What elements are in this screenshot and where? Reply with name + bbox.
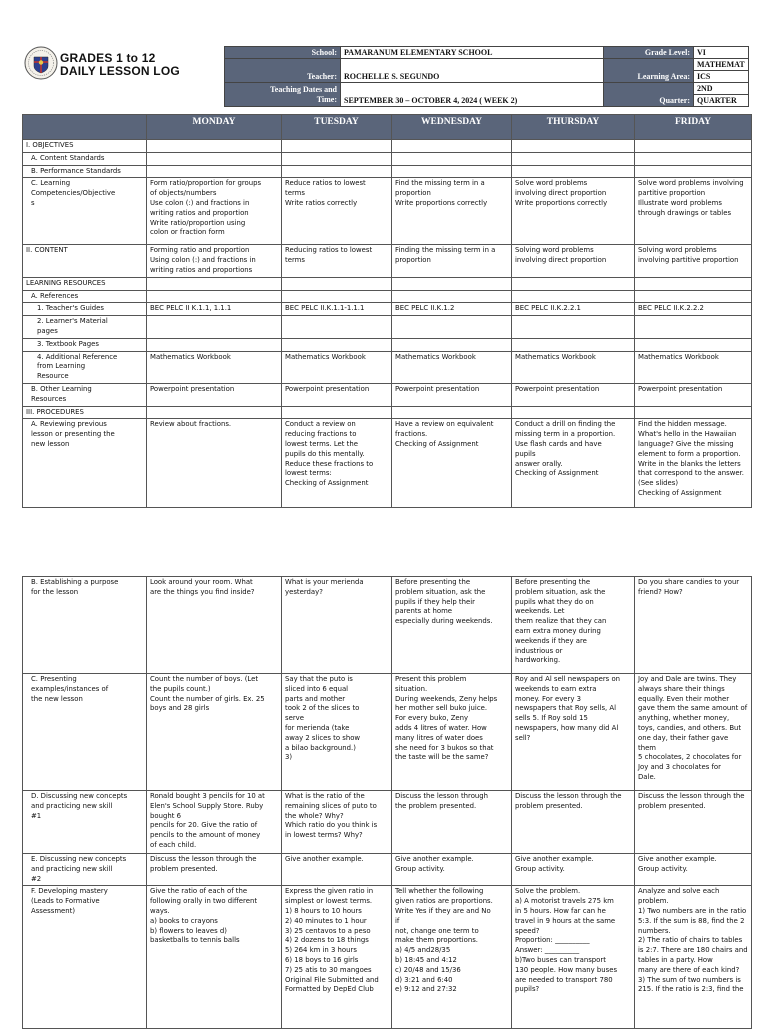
learning-area-line-2: ICS [694, 71, 749, 83]
discussing1-tuesday: What is the ratio of the remaining slices of puto to the whole? Why? Which ratio do you think is in lowest terms? Why? [282, 791, 392, 854]
addref-wednesday: Mathematics Workbook [392, 351, 512, 383]
discussing2-monday: Discuss the lesson through the problem presented. [147, 854, 282, 886]
addref-tuesday: Mathematics Workbook [282, 351, 392, 383]
addref-friday: Mathematics Workbook [635, 351, 752, 383]
discussing1-thursday: Discuss the lesson through the problem presented. [512, 791, 635, 854]
deped-seal-logo [24, 46, 58, 80]
table-cell [512, 165, 635, 178]
competency-tuesday: Reduce ratios to lowest terms Write ratios correctly [282, 178, 392, 245]
table-cell [282, 406, 392, 419]
teacher-value: ROCHELLE S. SEGUNDO [341, 59, 604, 83]
developing-wednesday: Tell whether the following given ratios are proportions. Write Yes if they are and No if not, change one term to make them proportions. a) 4/5 and28/35 b) 18:45 and 4:12 c) 20/48 and 15/36 d) 3:21 and 6:40 e) 9:12 and 27:32 [392, 886, 512, 1029]
tg-tuesday: BEC PELC II.K.1.1-1.1.1 [282, 303, 392, 316]
establishing-monday: Look around your room. What are the things you find inside? [147, 577, 282, 674]
table-cell [282, 290, 392, 303]
addref-thursday: Mathematics Workbook [512, 351, 635, 383]
teaching-dates-label-2: Time: [316, 94, 337, 104]
grade-level-label: Grade Level: [604, 47, 694, 59]
teaching-dates-label [225, 83, 341, 107]
table-cell [512, 277, 635, 290]
table-cell [512, 338, 635, 351]
table-cell [392, 290, 512, 303]
table-cell [282, 338, 392, 351]
teachers-guides-label: 1. Teacher's Guides [23, 303, 147, 316]
competency-wednesday: Find the missing term in a proportion Write proportions correctly [392, 178, 512, 245]
content-tuesday: Reducing ratios to lowest terms [282, 245, 392, 277]
table-cell [392, 277, 512, 290]
day-header-friday: FRIDAY [635, 115, 752, 140]
lesson-log-table-page-1 [22, 114, 752, 508]
learning-competencies-label: C. Learning Competencies/Objective s [23, 178, 147, 245]
presenting-row [23, 674, 752, 791]
developing-thursday: Solve the problem. a) A motorist travels 275 km in 5 hours. How far can he travel in 9 hours at the same speed? Proportion: __________ Answer: __________ b)Two buses can transport 130 people. How many buses are needed to transport 780 pupils? [512, 886, 635, 1029]
tg-wednesday: BEC PELC II.K.1.2 [392, 303, 512, 316]
title-line-2: DAILY LESSON LOG [60, 64, 180, 78]
table-cell [392, 316, 512, 339]
performance-standards-label: B. Performance Standards [23, 165, 147, 178]
table-cell [147, 277, 282, 290]
discussing2-label: E. Discussing new concepts and practicing new skill #2 [23, 854, 147, 886]
table-cell [512, 290, 635, 303]
content-row [23, 245, 752, 277]
table-cell [635, 406, 752, 419]
other-wednesday: Powerpoint presentation [392, 383, 512, 406]
table-cell [282, 277, 392, 290]
content-wednesday: Finding the missing term in a proportion [392, 245, 512, 277]
presenting-thursday: Roy and Al sell newspapers on weekends to earn extra money. For every 3 newspapers that Roy sells, Al sells 5. If Roy sold 15 newspapers, how many did Al sell? [512, 674, 635, 791]
textbook-pages-label: 3. Textbook Pages [23, 338, 147, 351]
day-header-tuesday: TUESDAY [282, 115, 392, 140]
discussing2-friday: Give another example. Group activity. [635, 854, 752, 886]
other-tuesday: Powerpoint presentation [282, 383, 392, 406]
other-resources-row [23, 383, 752, 406]
establishing-row [23, 577, 752, 674]
objectives-row [23, 140, 752, 153]
discussing1-wednesday: Discuss the lesson through the problem presented. [392, 791, 512, 854]
table-cell [147, 338, 282, 351]
quarter-label: Quarter: [604, 83, 694, 107]
discussing1-monday: Ronald bought 3 pencils for 10 at Elen's School Supply Store. Ruby bought 6 pencils for 20. Give the ratio of pencils to the amount of money of each child. [147, 791, 282, 854]
reviewing-monday: Review about fractions. [147, 419, 282, 508]
table-cell [147, 165, 282, 178]
table-cell [635, 316, 752, 339]
developing-tuesday: Express the given ratio in simplest or lowest terms. 1) 8 hours to 10 hours 2) 40 minutes to 1 hour 3) 25 centavos to a peso 4) 2 dozens to 18 things 5) 264 km in 3 hours 6) 18 boys to 16 girls 7) 25 atis to 30 mangoes Original File Submitted and Formatted by DepEd Club [282, 886, 392, 1029]
other-friday: Powerpoint presentation [635, 383, 752, 406]
tg-friday: BEC PELC II.K.2.2.2 [635, 303, 752, 316]
title-line-1: GRADES 1 to 12 [60, 51, 156, 65]
discussing1-row [23, 791, 752, 854]
competency-thursday: Solve word problems involving direct proportion Write proportions correctly [512, 178, 635, 245]
table-cell [512, 406, 635, 419]
establishing-thursday: Before presenting the problem situation, ask the pupils what they do on weekends. Let them realize that they can earn extra money during weekends if they are industrious or hardworking. [512, 577, 635, 674]
reviewing-row [23, 419, 752, 508]
table-cell [635, 140, 752, 153]
day-header-monday: MONDAY [147, 115, 282, 140]
establishing-label: B. Establishing a purpose for the lesson [23, 577, 147, 674]
learning-area-line-1: MATHEMAT [694, 59, 749, 71]
table-cell [147, 316, 282, 339]
day-header-thursday: THURSDAY [512, 115, 635, 140]
learners-material-row [23, 316, 752, 339]
establishing-tuesday: What is your merienda yesterday? [282, 577, 392, 674]
reviewing-tuesday: Conduct a review on reducing fractions to lowest terms. Let the pupils do this mentally. Reduce these fractions to lowest terms: Checking of Assignment [282, 419, 392, 508]
learning-area-label: Learning Area: [604, 59, 694, 83]
discussing2-row [23, 854, 752, 886]
content-standards-row [23, 152, 752, 165]
table-cell [147, 152, 282, 165]
competency-friday: Solve word problems involving partitive proportion Illustrate word problems through drawings or tables [635, 178, 752, 245]
objectives-label: I. OBJECTIVES [23, 140, 147, 153]
references-label: A. References [23, 290, 147, 303]
table-cell [392, 152, 512, 165]
establishing-friday: Do you share candies to your friend? How? [635, 577, 752, 674]
addref-monday: Mathematics Workbook [147, 351, 282, 383]
reviewing-label: A. Reviewing previous lesson or presenting the new lesson [23, 419, 147, 508]
table-cell [635, 277, 752, 290]
table-cell [512, 152, 635, 165]
other-thursday: Powerpoint presentation [512, 383, 635, 406]
day-header-wednesday: WEDNESDAY [392, 115, 512, 140]
table-cell [282, 140, 392, 153]
content-label: II. CONTENT [23, 245, 147, 277]
presenting-monday: Count the number of boys. (Let the pupils count.) Count the number of girls. Ex. 25 boys and 28 girls [147, 674, 282, 791]
table-cell [147, 406, 282, 419]
table-cell [282, 165, 392, 178]
other-resources-label: B. Other Learning Resources [23, 383, 147, 406]
discussing1-friday: Discuss the lesson through the problem presented. [635, 791, 752, 854]
table-cell [635, 152, 752, 165]
learning-resources-label: LEARNING RESOURCES [23, 277, 147, 290]
reviewing-friday: Find the hidden message. What's hello in the Hawaiian language? Give the missing element to form a proportion. Write in the blanks the letters that correspond to the answer. (See slides) Checking of Assignment [635, 419, 752, 508]
table-cell [282, 316, 392, 339]
table-cell [635, 165, 752, 178]
table-cell [147, 140, 282, 153]
table-cell [635, 338, 752, 351]
discussing2-wednesday: Give another example. Group activity. [392, 854, 512, 886]
tg-monday: BEC PELC II K.1.1, 1.1.1 [147, 303, 282, 316]
reviewing-thursday: Conduct a drill on finding the missing term in a proportion. Use flash cards and have pupils answer orally. Checking of Assignment [512, 419, 635, 508]
lesson-log-table-page-2 [22, 576, 752, 1029]
developing-row [23, 886, 752, 1029]
additional-reference-row [23, 351, 752, 383]
establishing-wednesday: Before presenting the problem situation, ask the pupils if they help their parents at home especially during weekends. [392, 577, 512, 674]
developing-label: F. Developing mastery (Leads to Formative Assessment) [23, 886, 147, 1029]
learning-competencies-row [23, 178, 752, 245]
tg-thursday: BEC PELC II.K.2.2.1 [512, 303, 635, 316]
table-cell [282, 152, 392, 165]
textbook-pages-row [23, 338, 752, 351]
other-monday: Powerpoint presentation [147, 383, 282, 406]
procedures-label: III. PROCEDURES [23, 406, 147, 419]
discussing2-thursday: Give another example. Group activity. [512, 854, 635, 886]
learning-resources-row [23, 277, 752, 290]
content-thursday: Solving word problems involving direct proportion [512, 245, 635, 277]
teaching-dates-value: SEPTEMBER 30 – OCTOBER 4, 2024 ( WEEK 2) [341, 83, 604, 107]
content-friday: Solving word problems involving partitive proportion [635, 245, 752, 277]
table-cell [392, 140, 512, 153]
teaching-dates-label-1: Teaching Dates and [270, 84, 337, 94]
table-cell [392, 406, 512, 419]
presenting-wednesday: Present this problem situation. During weekends, Zeny helps her mother sell buko juice. For every buko, Zeny adds 4 litres of water. How many litres of water does she need for 3 bukos so that the taste will be the same? [392, 674, 512, 791]
additional-reference-label: 4. Additional Reference from Learning Resource [23, 351, 147, 383]
teacher-label: Teacher: [225, 59, 341, 83]
presenting-tuesday: Say that the puto is sliced into 6 equal parts and mother took 2 of the slices to serve for merienda (take away 2 slices to show a bilao background.) 3) [282, 674, 392, 791]
corner-header-cell [23, 115, 147, 140]
table-cell [392, 338, 512, 351]
competency-monday: Form ratio/proportion for groups of objects/numbers Use colon (:) and fractions in writing ratios and proportion Write ratio/proportion using colon or fraction form [147, 178, 282, 245]
discussing2-tuesday: Give another example. [282, 854, 392, 886]
document-title [60, 52, 180, 78]
school-label: School: [225, 47, 341, 59]
reviewing-wednesday: Have a review on equivalent fractions. Checking of Assignment [392, 419, 512, 508]
day-header-row [23, 115, 752, 140]
content-monday: Forming ratio and proportion Using colon (:) and fractions in writing ratios and proportions [147, 245, 282, 277]
quarter-line-1: 2ND [694, 83, 749, 95]
developing-friday: Analyze and solve each problem. 1) Two numbers are in the ratio 5:3. If the sum is 88, find the 2 numbers. 2) The ratio of chairs to tables is 2:7. There are 180 chairs and tables in a party. How many are there of each kind? 3) The sum of two numbers is 215. If the ratio is 2:3, find the [635, 886, 752, 1029]
header-info-table [224, 46, 749, 107]
table-cell [635, 290, 752, 303]
content-standards-label: A. Content Standards [23, 152, 147, 165]
references-row [23, 290, 752, 303]
discussing1-label: D. Discussing new concepts and practicing new skill #1 [23, 791, 147, 854]
table-cell [512, 316, 635, 339]
table-cell [512, 140, 635, 153]
table-cell [392, 165, 512, 178]
quarter-line-2: QUARTER [694, 95, 749, 107]
developing-monday: Give the ratio of each of the following orally in two different ways. a) books to crayons b) flowers to leaves d) basketballs to tennis balls [147, 886, 282, 1029]
presenting-label: C. Presenting examples/instances of the new lesson [23, 674, 147, 791]
presenting-friday: Joy and Dale are twins. They always share their things equally. Even their mother gave them the same amount of anything, whether money, toys, candies, and others. But one day, their father gave them 5 chocolates, 2 chocolates for Joy and 3 chocolates for Dale. [635, 674, 752, 791]
school-value: PAMARANUM ELEMENTARY SCHOOL [341, 47, 604, 59]
performance-standards-row [23, 165, 752, 178]
teachers-guides-row [23, 303, 752, 316]
learners-material-label: 2. Learner's Material pages [23, 316, 147, 339]
procedures-row [23, 406, 752, 419]
grade-level-value: VI [694, 47, 749, 59]
table-cell [147, 290, 282, 303]
